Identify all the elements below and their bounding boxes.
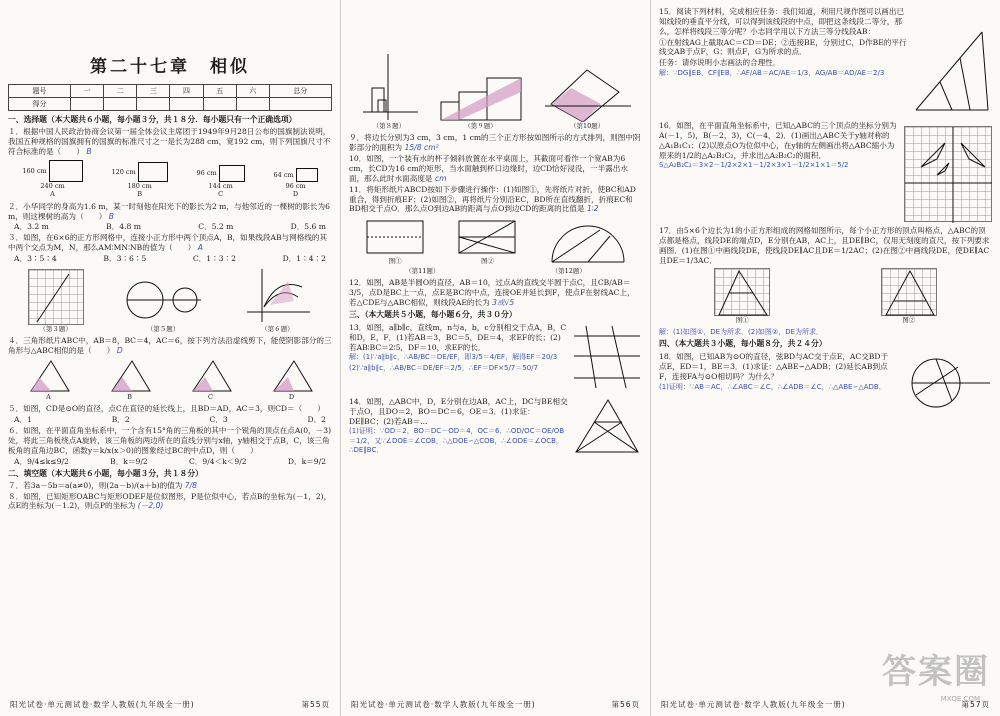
question-16: 16．如图，在平面直角坐标系中，已知△ABC的三个顶点的坐标分别为A(－1，5)，B(－2，3)，C(－4，2)．(1)画出△ABC关于y轴对称的△A₁B₁C₁；(2)以原点O为位似中心，在y轴的左侧画出将△ABC缩小为原来的1/2的△A₂B₂C₂，并求出△A₂B₂C₂的面积．: [659, 121, 897, 160]
watermark-logo: 答案圈: [882, 651, 990, 692]
footer-57: 阳光试卷·单元测试卷·数学人教版(九年级全一册) 第57页: [661, 700, 990, 710]
question-1: １．根据中国人民政治协商会议第一届全体会议主席团于1949年9月28日公布的国旗制法说明，我国五种规格的国旗拥有的国旗的标准尺寸之一是长为288 cm，宽192 cm，则下列国旗尺寸不符合标准的是（ ） B: [8, 127, 331, 156]
page-56: [340, 0, 650, 716]
option: A．3∶5∶4: [14, 253, 57, 263]
q16-solution: S△A₂B₂C₂＝3×2－1/2×2×1－1/2×3×1－1/2×1×1＝5/2: [659, 161, 849, 170]
q13-solution-2: (2)∵a∥b∥c，∴AB/BC＝DE/EF＝2/5，∴EF＝DF×5/7＝50/7: [349, 363, 538, 372]
option: D．1∶4∶2: [282, 253, 326, 263]
option: C．9/4＜k＜9/2: [188, 456, 247, 466]
figure-row-3-5-6: [8, 267, 332, 333]
question-3: ３．如图，在6×6的正方形网格中，连接小正方形中两个顶点A，B，如果线段AB与网格线的其中两个交点为M，N，那么AM∶MN∶NB的值为（ ） A: [8, 233, 328, 253]
score-table: [8, 84, 332, 111]
question-9: ９．将边长分别为3 cm，3 cm，1 cm的三个正方形按如图所示的方式排列，则图中阴影部分的面积为 15/8 cm²: [349, 133, 641, 153]
q15-steps: ①在射线AG上截取AC＝CD＝DE；②连接BE，分别过C，D作BE的平行线交AB于点F，G；则点F，G为所求的点．: [659, 37, 907, 57]
score-row-label: 得分: [9, 98, 71, 111]
option: B．3∶6∶5: [103, 253, 147, 263]
caption-11: （第11题）: [405, 266, 440, 275]
figure-q3: （第３题）: [28, 269, 84, 333]
score-header: 三: [137, 85, 170, 98]
question-6: ６．如图，在平面直角坐标系中，一个含有15°角的三角板的其中一个锐角的顶点在点A(0，－3)处，将此三角板绕点A旋转，该三角板的两边所在的直线分别与x轴，y轴相交于点B，C，该三角板角的直角边BC，函数y＝k/x(x＞0)的图象经过BC的中点D，则（ ）: [8, 426, 332, 455]
option: C．5.2 m: [198, 222, 234, 232]
section-3-heading: 三、（本大题共５小题，每小题６分，共３０分）: [349, 309, 517, 319]
flag-option: 96 cm 144 cm C: [197, 165, 245, 199]
q3-options: [8, 254, 332, 264]
flag-option: 160 cm 240 cm A: [22, 160, 82, 199]
question-17: 17．由5×6个边长为1的小正方形组成的网格如图所示，每个小正方形的顶点叫格点，△ABC的顶点都是格点，线段DE的端点D，E分别在AB，AC上，且DE∥BC，仅用无刻度的直尺，按下列要求画图．(1)在图①中画线段DE，使线段DE∥AC且DE＝1/2AC；(2)在图②中画线段DE，使DE∥AC且DE＝1/3AC．: [659, 226, 990, 265]
figure-q6: （第６题）: [242, 267, 312, 333]
q6-options: [8, 457, 332, 467]
question-15: 15．阅读下列材料，完成相应任务：我们知道，利用尺规作图可以画出已知线段的垂直平分线，可以得到该线段的中点，即把这条线段二等分，那么，怎样将线段三等分呢？小志同学用以下方法三等分线段AB：: [659, 7, 905, 36]
question-4: ４．三角形纸片ABC中，AB＝8，BC＝4，AC＝6，按下列方法沿虚线剪下，能使阴影部分的三角形与△ABC相似的是（ ） D: [8, 336, 332, 356]
figure-q9: （第９题）: [437, 72, 523, 130]
option: B．4.8 m: [106, 222, 141, 232]
q14-solution: (1)证明：∵OD＝2，BO＝DC－OD＝4，OC＝6．∴OD/OC＝OE/OB＝1/2，又∵∠DOE＝∠COB，∴△DOE∽△COB，∴∠ODE＝∠OCB，∴DE∥BC．: [349, 427, 565, 454]
score-header: 题号: [9, 85, 71, 98]
figure-q11-2: 图②: [455, 217, 519, 265]
section-4-heading: 四、（本大题共３小题，每小题８分，共２４分）: [659, 338, 827, 348]
score-header: 六: [236, 85, 269, 98]
q15-solution: 解：∵DG∥EB，CF∥EB，∴AF/AB＝AC/AE＝1/3，AG/AB＝AD/AE＝2/3: [659, 69, 885, 78]
page-57: [650, 0, 1000, 716]
q15-task: 任务：请你说明小志画法的合理性．: [659, 58, 781, 68]
q2-options: [8, 222, 332, 232]
figure-q13: [572, 322, 642, 392]
figure-q5: （第５题）: [123, 275, 203, 333]
figure-q18: [896, 351, 992, 411]
figure-q11-1: 图①: [363, 217, 427, 265]
figure-q14: [572, 396, 642, 456]
chapter-title: 第二十七章 相似: [90, 57, 250, 77]
watermark-url: MXQE.COM: [940, 694, 980, 703]
section-2-heading: 二、填空题（本大题共６小题，每小题３分，共１８分）: [8, 468, 203, 478]
question-2: ２．小华同学的身高为1.6 m，某一时刻他在阳光下的影长为2 m，与他邻近的一棵树的影长为6 m，则这棵树的高为（ ） B: [8, 201, 330, 221]
option: B．2: [111, 415, 130, 425]
section-1-heading: 一、选择题（本大题共６小题，每小题３分，共１８分．每小题只有一个正确选项）: [8, 115, 297, 125]
triangle-option: D: [268, 359, 316, 401]
figure-q10: （第10题）: [541, 64, 633, 130]
score-header: 五: [203, 85, 236, 98]
flag-option: 64 cm 96 cm D: [273, 168, 317, 199]
score-header: 二: [104, 85, 137, 98]
question-14: 14．如图，△ABC中，D，E分别在边AB，AC上，DC与BE相交于点O，且DO＝2，BO＝DC＝6，OE＝3．(1)求证：DE∥BC；(2)若AB＝...: [349, 396, 568, 426]
page-55: [0, 0, 340, 716]
triangle-option: C: [187, 359, 235, 401]
figure-q8: （第８题）: [358, 52, 420, 130]
option: C．3: [209, 415, 228, 425]
triangle-option: B: [106, 359, 154, 401]
footer-56: 阳光试卷·单元测试卷·数学人教版(九年级全一册) 第56页: [351, 700, 640, 710]
question-10: 10．如图，一个装有水的杯子倾斜放置在水平桌面上，其截面可看作一个宽AB为6 cm，长CD为16 cm的矩形，当水面触到杯口边缘时，边CD恰好浸没，一半露出水面，那么此时水面高度是 cm: [349, 154, 628, 183]
option: A．1: [14, 415, 32, 425]
figure-row-8-9-10: [349, 52, 642, 130]
figure-q16-grid: [904, 126, 992, 222]
triangle-option: A: [25, 359, 73, 401]
option: A．9/4≤k≤9/2: [14, 456, 69, 466]
score-header: 一: [71, 85, 104, 98]
option: A．3.2 m: [14, 222, 49, 232]
question-18: 18．如图，已知AB为⊙O的直径，弦BD与AC交于点E，AC交BD于点E，ED＝1，BE＝3．(1)求证：△ABE∽△ADB；(2)延长AB到点F，连接FA与⊙O相切吗？为什么？: [659, 352, 889, 381]
question-13: 13．如图，a∥b∥c，直线m，n与a，b，c分别相交于点A，B，C和D，E，F．(1)若AB＝3，BC＝5，DE＝4，求EF的长；(2)若AB∶BC＝2∶5，DF＝10，求EF的长．: [349, 322, 567, 352]
question-12: 12．如图，AB是半圆O的直径，AB＝10，过点A的直线交半圆于点C，且CB/AB＝3/5，点D是BC上一点，点E是BC的中点，连接OE并延长到F，使点F在射线AC上，若△CDE与△ABC相似，则线段AE的长为 3或√5: [349, 278, 635, 307]
question-5: ５．如图，CD是⊙O的直径，点C在直径的延长线上，且BD＝AD，AC＝3，则CD＝（ ）: [8, 404, 325, 414]
option: D．k＝9/2: [287, 456, 326, 466]
score-header: 四: [170, 85, 203, 98]
figure-q15: [912, 26, 992, 116]
figure-row-11-12: [349, 217, 642, 265]
figure-q17-1: 图①: [714, 268, 770, 324]
figure-q17-2: 图②: [881, 268, 937, 324]
q1-flags: [8, 160, 332, 199]
option: B．k＝9/2: [110, 456, 148, 466]
option: D．2: [307, 415, 326, 425]
question-7: ７．若3a－5b＝a(a≠0)，则(2a－b)/(a＋b)的值为 7/8: [8, 480, 198, 490]
question-8: ８．如图，已知矩形OABC与矩形ODEF是位似图形，P是位似中心，若点B的坐标为(－1，2)，点E的坐标为(－1.2)，则点P的坐标为 (－2,0): [8, 491, 332, 511]
q5-options: [8, 415, 332, 425]
footer-55: 阳光试卷·单元测试卷·数学人教版(九年级全一册) 第55页: [10, 700, 330, 710]
option: D．5.6 m: [290, 222, 326, 232]
score-header: 总分: [269, 85, 331, 98]
caption-12: （第12题）: [551, 266, 586, 275]
question-11: 11．将矩形纸片ABCD按如下步骤进行操作：(1)如图①，先将纸片对折，使BC和AD重合，得到折痕EF；(2)如图②，再将纸片分别沿EC，BD所在直线翻折，折痕EC和BD相交于点O．那么点O到边AB的距离与点O到边CD的距离的比值是 1∶2: [349, 184, 636, 214]
q4-triangles: [8, 359, 332, 401]
figure-q12: [548, 222, 628, 266]
q18-solution: (1)证明：∵AB＝AC，∴∠ABC＝∠C，∴∠ADB＝∠C，∴△ABE∽△ADB．: [659, 382, 886, 391]
option: C．1∶3∶2: [192, 253, 236, 263]
q17-answer: 解：(1)如图①，DE为所求．(2)如图②，DE为所求．: [659, 327, 824, 336]
flag-option: 120 cm 180 cm B: [111, 162, 167, 199]
q13-solution-1: 解：(1)∵a∥b∥c，∴AB/BC＝DE/EF，即3/5＝4/EF，解得EF＝20/3: [349, 353, 558, 362]
figure-row-17: [659, 268, 992, 324]
